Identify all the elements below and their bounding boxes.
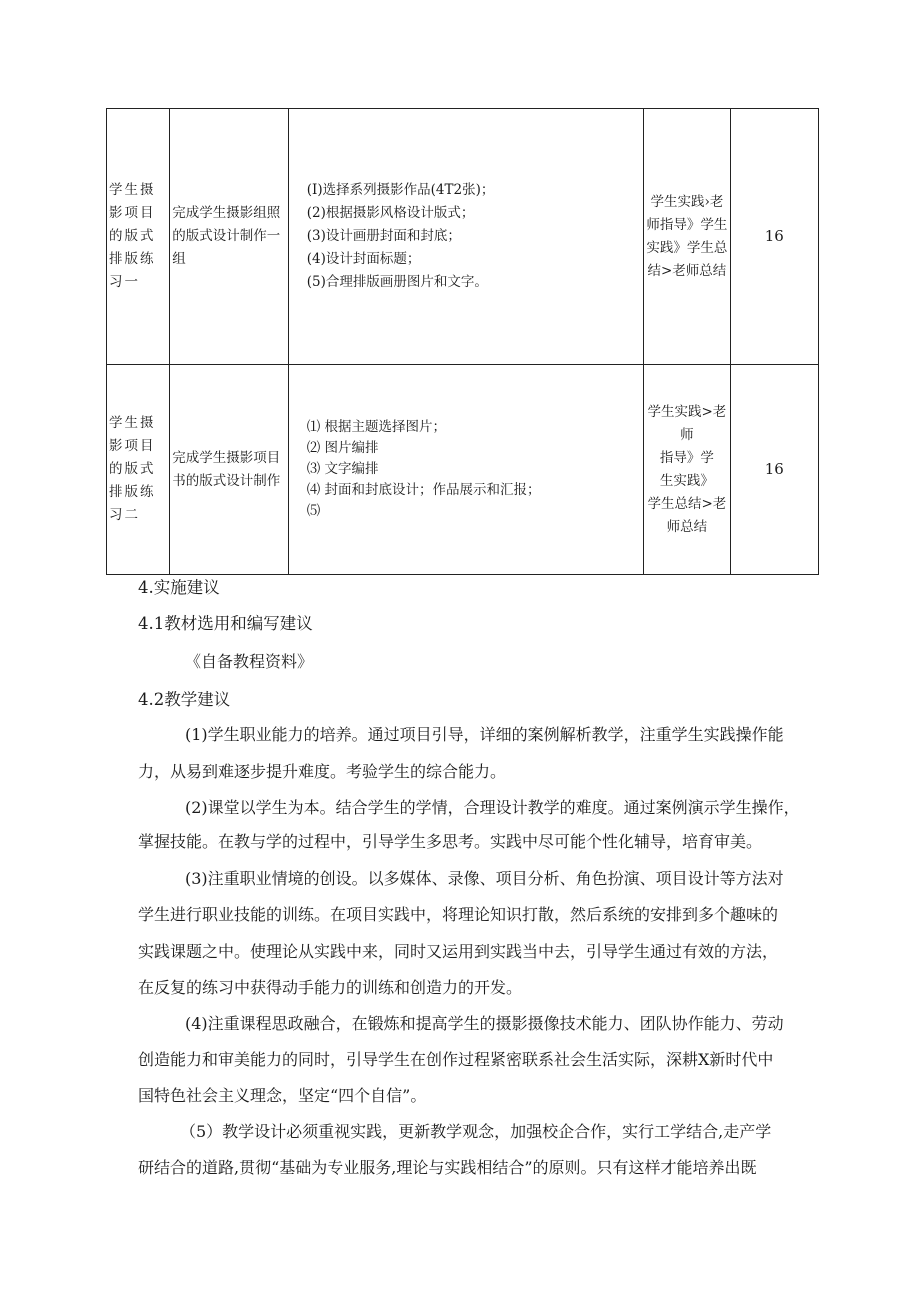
list-item: ⑵ 图片编排 xyxy=(306,440,379,456)
table-cell-method xyxy=(644,365,730,575)
method-line: 学生实践>老师 xyxy=(647,403,727,443)
list-item: (3)设计画册封面和封底； xyxy=(306,228,461,244)
list-item: (I)选择系列摄影作品(4T2张)； xyxy=(306,182,495,198)
table-cell-name: 学生摄影项目的版式排版练习一 xyxy=(107,109,170,365)
table-row xyxy=(107,109,819,365)
content-list xyxy=(289,417,643,522)
method-line: 生实践》 xyxy=(659,472,714,489)
list-item: ⑶ 文字编排 xyxy=(306,461,379,477)
method-line: 指导》学 xyxy=(659,449,714,466)
paragraph-line: 掌握技能。在教与学的过程中，引导学生多思考。实践中尽可能个性化辅导，培育审美。 xyxy=(138,832,763,851)
table-cell-name: 学生摄影项目的版式排版练习二 xyxy=(107,365,170,575)
section-heading: 4.1教材选用和编写建议 xyxy=(138,614,313,633)
paragraph-line: (1)学生职业能力的培养。通过项目引导，详细的案例解析教学，注重学生实践操作能 xyxy=(185,725,784,744)
method-line: 师总结 xyxy=(666,518,708,535)
table-cell-method: 学生实践›老师指导》学生实践》学生总结>老师总结 xyxy=(644,109,730,365)
table-cell-goal: 完成学生摄影项目书的版式设计制作 xyxy=(170,365,288,575)
paragraph-line: 研结合的道路,贯彻“基础为专业服务,理论与实践相结合”的原则。只有这样才能培养出既 xyxy=(138,1158,757,1177)
paragraph-line: (4)注重课程思政融合，在锻炼和提高学生的摄影摄像技术能力、团队协作能力、劳动 xyxy=(185,1014,784,1033)
list-item: (5)合理排版画册图片和文字。 xyxy=(306,274,488,290)
table-cell-hours: 16 xyxy=(730,365,818,575)
list-item: ⑸ xyxy=(306,503,321,519)
list-item: (4)设计封面标题； xyxy=(306,251,421,267)
list-item: ⑴ 根据主题选择图片； xyxy=(306,419,447,435)
section-heading: 4.实施建议 xyxy=(138,578,220,597)
paragraph-line: 学生进行职业技能的训练。在项目实践中，将理论知识打散，然后系统的安排到多个趣味的 xyxy=(138,905,779,924)
paragraph-line: （5）教学设计必须重视实践，更新教学观念，加强校企合作，实行工学结合,走产学 xyxy=(180,1122,772,1141)
paragraph-line: (2)课堂以学生为本。结合学生的学情，合理设计教学的难度。通过案例演示学生操作， xyxy=(185,798,800,817)
method-line: 学生总结>老 xyxy=(647,495,727,512)
paragraph-line: (3)注重职业情境的创设。以多媒体、录像、项目分析、角色扮演、项目设计等方法对 xyxy=(185,869,784,888)
section-heading: 4.2教学建议 xyxy=(138,690,231,709)
table-row xyxy=(107,365,819,575)
list-item: (2)根据摄影风格设计版式； xyxy=(306,205,475,221)
table-cell-content xyxy=(288,109,643,365)
curriculum-table xyxy=(106,108,819,575)
paragraph-line: 在反复的练习中获得动手能力的训练和创造力的开发。 xyxy=(138,978,523,997)
paragraph-line: 创造能力和审美能力的同时，引导学生在创作过程紧密联系社会生活实际，深耕X新时代中 xyxy=(138,1050,774,1069)
paragraph-line: 实践课题之中。使理论从实践中来，同时又运用到实践当中去，引导学生通过有效的方法， xyxy=(138,942,779,961)
paragraph-line: 力，从易到难逐步提升难度。考验学生的综合能力。 xyxy=(138,762,507,781)
table-cell-content xyxy=(288,365,643,575)
table-cell-hours: 16 xyxy=(730,109,818,365)
paragraph-line: 国特色社会主义理念，坚定“四个自信”。 xyxy=(138,1086,427,1105)
list-item: ⑷ 封面和封底设计；作品展示和汇报； xyxy=(306,482,541,498)
table-cell-goal: 完成学生摄影组照的版式设计制作一组 xyxy=(170,109,288,365)
content-list xyxy=(289,179,643,294)
section-text: 《自备教程资料》 xyxy=(185,652,314,671)
